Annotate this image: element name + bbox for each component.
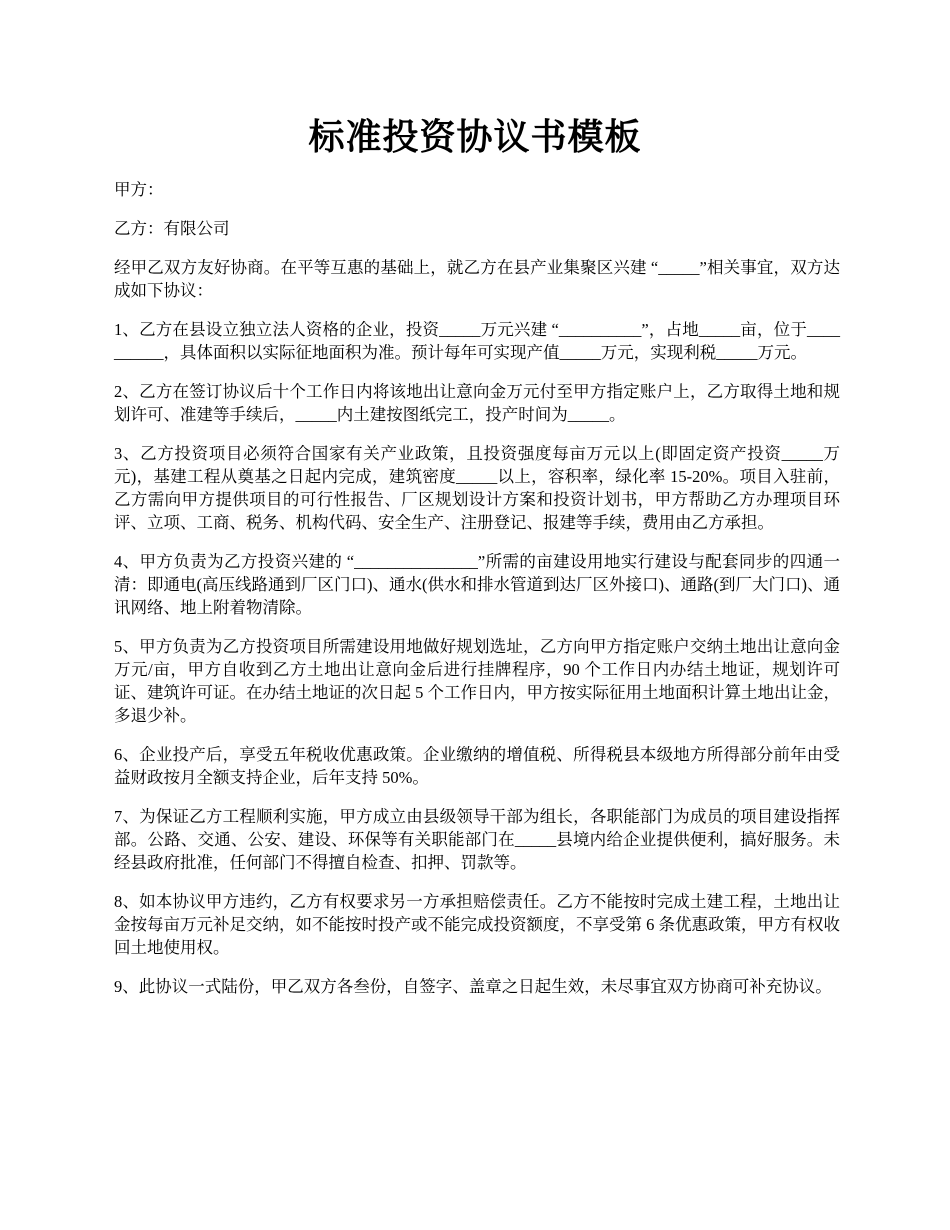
document-body — [114, 178, 840, 1014]
clause-4: 4、甲方负责为乙方投资兴建的 “_______________”所需的亩建设用地实行建设与配套同步的四通一清：即通电(高压线路通到厂区门口)、通水(供水和排水管道到达厂区外接口)、通路(到厂大门口)、通讯网络、地上附着物清除。 — [114, 552, 840, 617]
clause-7: 7、为保证乙方工程顺利实施，甲方成立由县级领导干部为组长，各职能部门为成员的项目建设指挥部。公路、交通、公安、建设、环保等有关职能部门在_____县境内给企业提供便利，搞好服务。未经县政府批准，任何部门不得擅自检查、扣押、罚款等。 — [114, 807, 840, 872]
document-title: 标准投资协议书模板 — [308, 117, 642, 157]
clause-9: 9、此协议一式陆份，甲乙双方各叁份，自签字、盖章之日起生效，未尽事宜双方协商可补充协议。 — [114, 977, 832, 996]
intro-paragraph: 经甲乙双方友好协商。在平等互惠的基础上，就乙方在县产业集聚区兴建 “_____”相关事宜，双方达成如下协议： — [114, 258, 840, 300]
clause-3: 3、乙方投资项目必须符合国家有关产业政策，且投资强度每亩万元以上(即固定资产投资_____万元)，基建工程从奠基之日起内完成，建筑密度_____以上，容积率，绿化率 15-20%。项目入驻前，乙方需向甲方提供项目的可行性报告、厂区规划设计方案和投资计划书，甲方帮助乙方办理项目环评、立项、工商、税务、机构代码、安全生产、注册登记、报建等手续，费用由乙方承担。 — [114, 444, 840, 532]
party-a-line: 甲方： — [114, 180, 164, 199]
clause-1: 1、乙方在县设立独立法人资格的企业，投资_____万元兴建 “__________”，占地_____亩，位于__________，具体面积以实际征地面积为准。预计每年可实现产值_____万元，实现利税_____万元。 — [114, 320, 840, 362]
clause-2: 2、乙方在签订协议后十个工作日内将该地出让意向金万元付至甲方指定账户上，乙方取得土地和规划许可、准建等手续后，_____内土建按图纸完工，投产时间为_____。 — [114, 382, 840, 424]
party-b-line: 乙方：有限公司 — [114, 219, 230, 238]
clause-6: 6、企业投产后，享受五年税收优惠政策。企业缴纳的增值税、所得税县本级地方所得部分前年由受益财政按月全额支持企业，后年支持 50%。 — [114, 745, 840, 787]
clause-8: 8、如本协议甲方违约，乙方有权要求另一方承担赔偿责任。乙方不能按时完成土建工程，土地出让金按每亩万元补足交纳，如不能按时投产或不能完成投资额度，不享受第 6 条优惠政策，甲方有权收回土地使用权。 — [114, 892, 840, 957]
clause-5: 5、甲方负责为乙方投资项目所需建设用地做好规划选址，乙方向甲方指定账户交纳土地出让意向金万元/亩，甲方自收到乙方土地出让意向金后进行挂牌程序，90 个工作日内办结土地证，规划许可证、建筑许可证。在办结土地证的次日起 5 个工作日内，甲方按实际征用土地面积计算土地出让金，多退少补。 — [114, 637, 840, 725]
